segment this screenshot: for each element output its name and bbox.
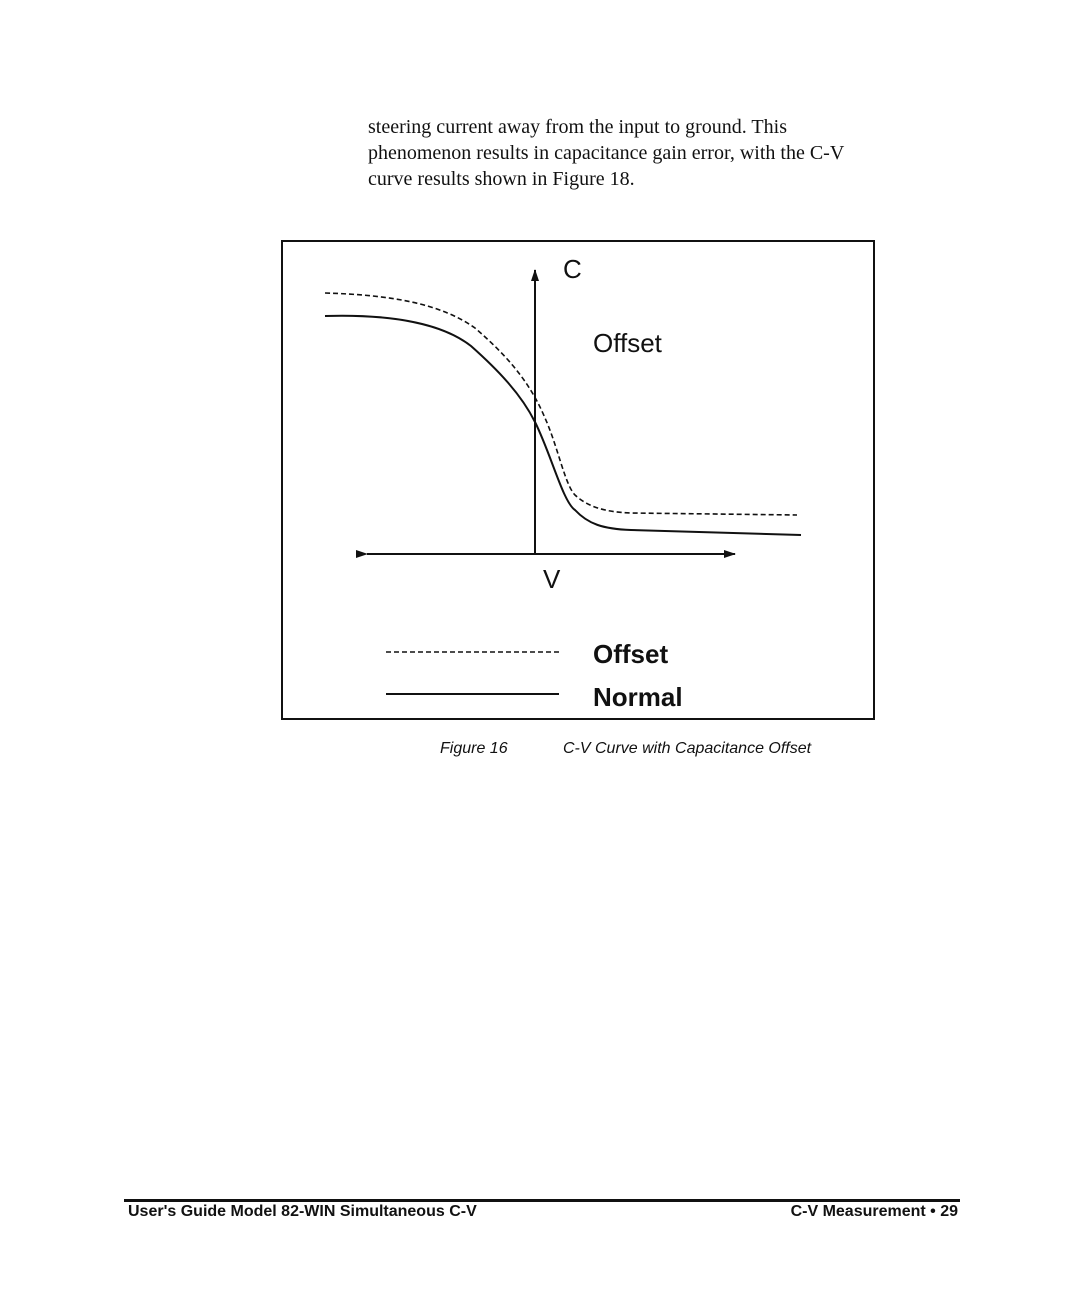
legend-offset-label: Offset <box>593 639 669 669</box>
footer-rule <box>124 1199 960 1202</box>
offset-curve <box>325 293 797 515</box>
page-footer <box>124 1203 960 1225</box>
legend-normal-label: Normal <box>593 682 683 712</box>
offset-curve-label: Offset <box>593 328 662 358</box>
body-line-2: phenomenon results in capacitance gain error, with the C-V <box>368 142 845 164</box>
figure-number: Figure 16 <box>440 740 508 757</box>
figure-title: C-V Curve with Capacitance Offset <box>563 740 812 757</box>
v-axis-label: V <box>543 564 561 594</box>
footer-section-page: C-V Measurement • 29 <box>790 1203 958 1220</box>
normal-curve <box>325 316 801 535</box>
body-line-1: steering current away from the input to ground. This <box>368 116 787 138</box>
footer-guide-title: User's Guide Model 82-WIN Simultaneous C-V <box>128 1203 477 1220</box>
body-paragraph <box>368 114 888 192</box>
cv-curve-diagram <box>283 242 873 718</box>
figure-caption <box>0 740 1081 762</box>
body-line-3: curve results shown in Figure 18. <box>368 168 635 190</box>
cv-curve-figure <box>281 240 875 720</box>
c-axis-label: C <box>563 254 582 284</box>
